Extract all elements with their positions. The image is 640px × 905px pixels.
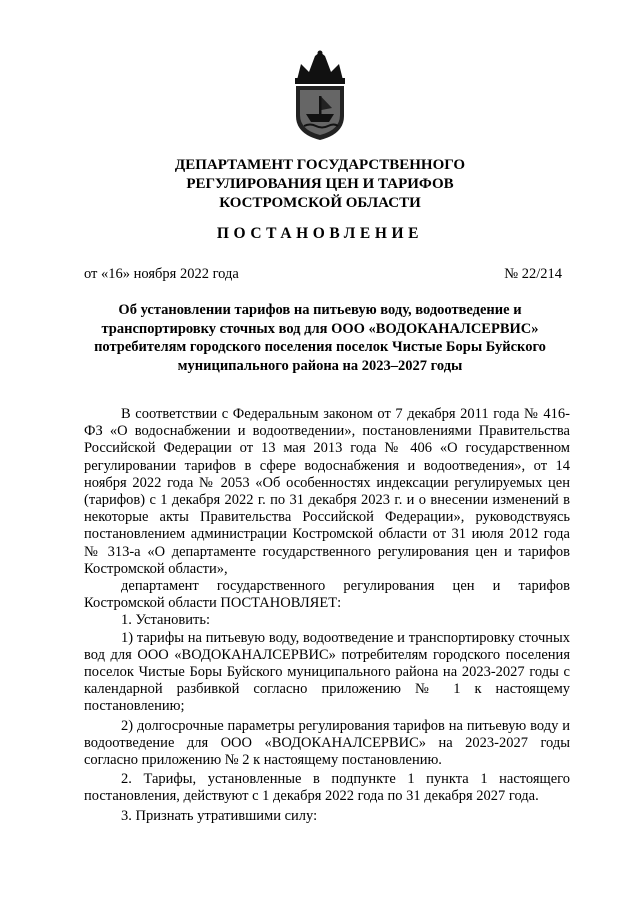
document-number: № 22/214 — [504, 266, 562, 282]
title-line: транспортировку сточных вод для ООО «ВОДОКАНАЛСЕРВИС» — [101, 320, 539, 337]
document-date: от «16» ноября 2022 года — [84, 266, 239, 282]
department-line: ДЕПАРТАМЕНТ ГОСУДАРСТВЕННОГО — [174, 157, 466, 173]
item-1-1: 1) тарифы на питьевую воду, водоотведение и транспортировку сточных вод для ООО «ВОДОКАНАЛСЕРВИС» потребителям городского поселения поселок Чистые Боры Буйского муниципального района на 2023-2027 годы с календарной разбивкой согласно приложению № 1 к настоящему постановлению; — [84, 629, 570, 715]
department-name — [0, 156, 640, 213]
item-1: 1. Установить: — [121, 612, 211, 629]
resolution-paragraph: департамент государственного регулирования цен и тарифов Костромской области ПОСТАНОВЛЯЕТ: — [84, 578, 570, 612]
document-title — [60, 301, 580, 375]
department-line: РЕГУЛИРОВАНИЯ ЦЕН И ТАРИФОВ — [186, 176, 454, 192]
title-line: муниципального района на 2023–2027 годы — [177, 357, 463, 374]
document-type: ПОСТАНОВЛЕНИЕ — [216, 225, 424, 242]
title-line: потребителям городского поселения поселок Чистые Боры Буйского — [94, 339, 546, 355]
item-2: 2. Тарифы, установленные в подпункте 1 пункта 1 настоящего постановления, действуют с 1 декабря 2022 года по 31 декабря 2027 года. — [84, 771, 570, 805]
item-3: 3. Признать утратившими силу: — [121, 807, 318, 824]
title-line: Об установлении тарифов на питьевую воду, водоотведение и — [118, 302, 522, 318]
document-body — [84, 406, 570, 825]
department-line: КОСТРОМСКОЙ ОБЛАСТИ — [219, 195, 421, 211]
preamble-paragraph: В соответствии с Федеральным законом от 7 декабря 2011 года № 416-ФЗ «О водоснабжении и водоотведении», постановлениями Правительства Российской Федерации от 13 мая 2013 года № 406 «О государственном регулировании тарифов в сфере водоснабжения и водоотведения», от 14 ноября 2022 года № 2053 «Об особенностях индексации регулируемых цен (тарифов) с 1 декабря 2022 г. по 31 декабря 2023 г. и о внесении изменений в некоторые акты Правительства Российской Федерации», руководствуясь постановлением администрации Костромской области от 31 июля 2012 года № 313-а «О департаменте государственного регулирования цен и тарифов Костромской области», — [84, 406, 570, 577]
item-1-2: 2) долгосрочные параметры регулирования тарифов на питьевую воду и водоотведение для ООО «ВОДОКАНАЛСЕРВИС» на 2023-2027 годы согласно приложению № 2 к настоящему постановлению. — [84, 717, 570, 769]
kostroma-coat-of-arms-icon — [283, 50, 357, 142]
